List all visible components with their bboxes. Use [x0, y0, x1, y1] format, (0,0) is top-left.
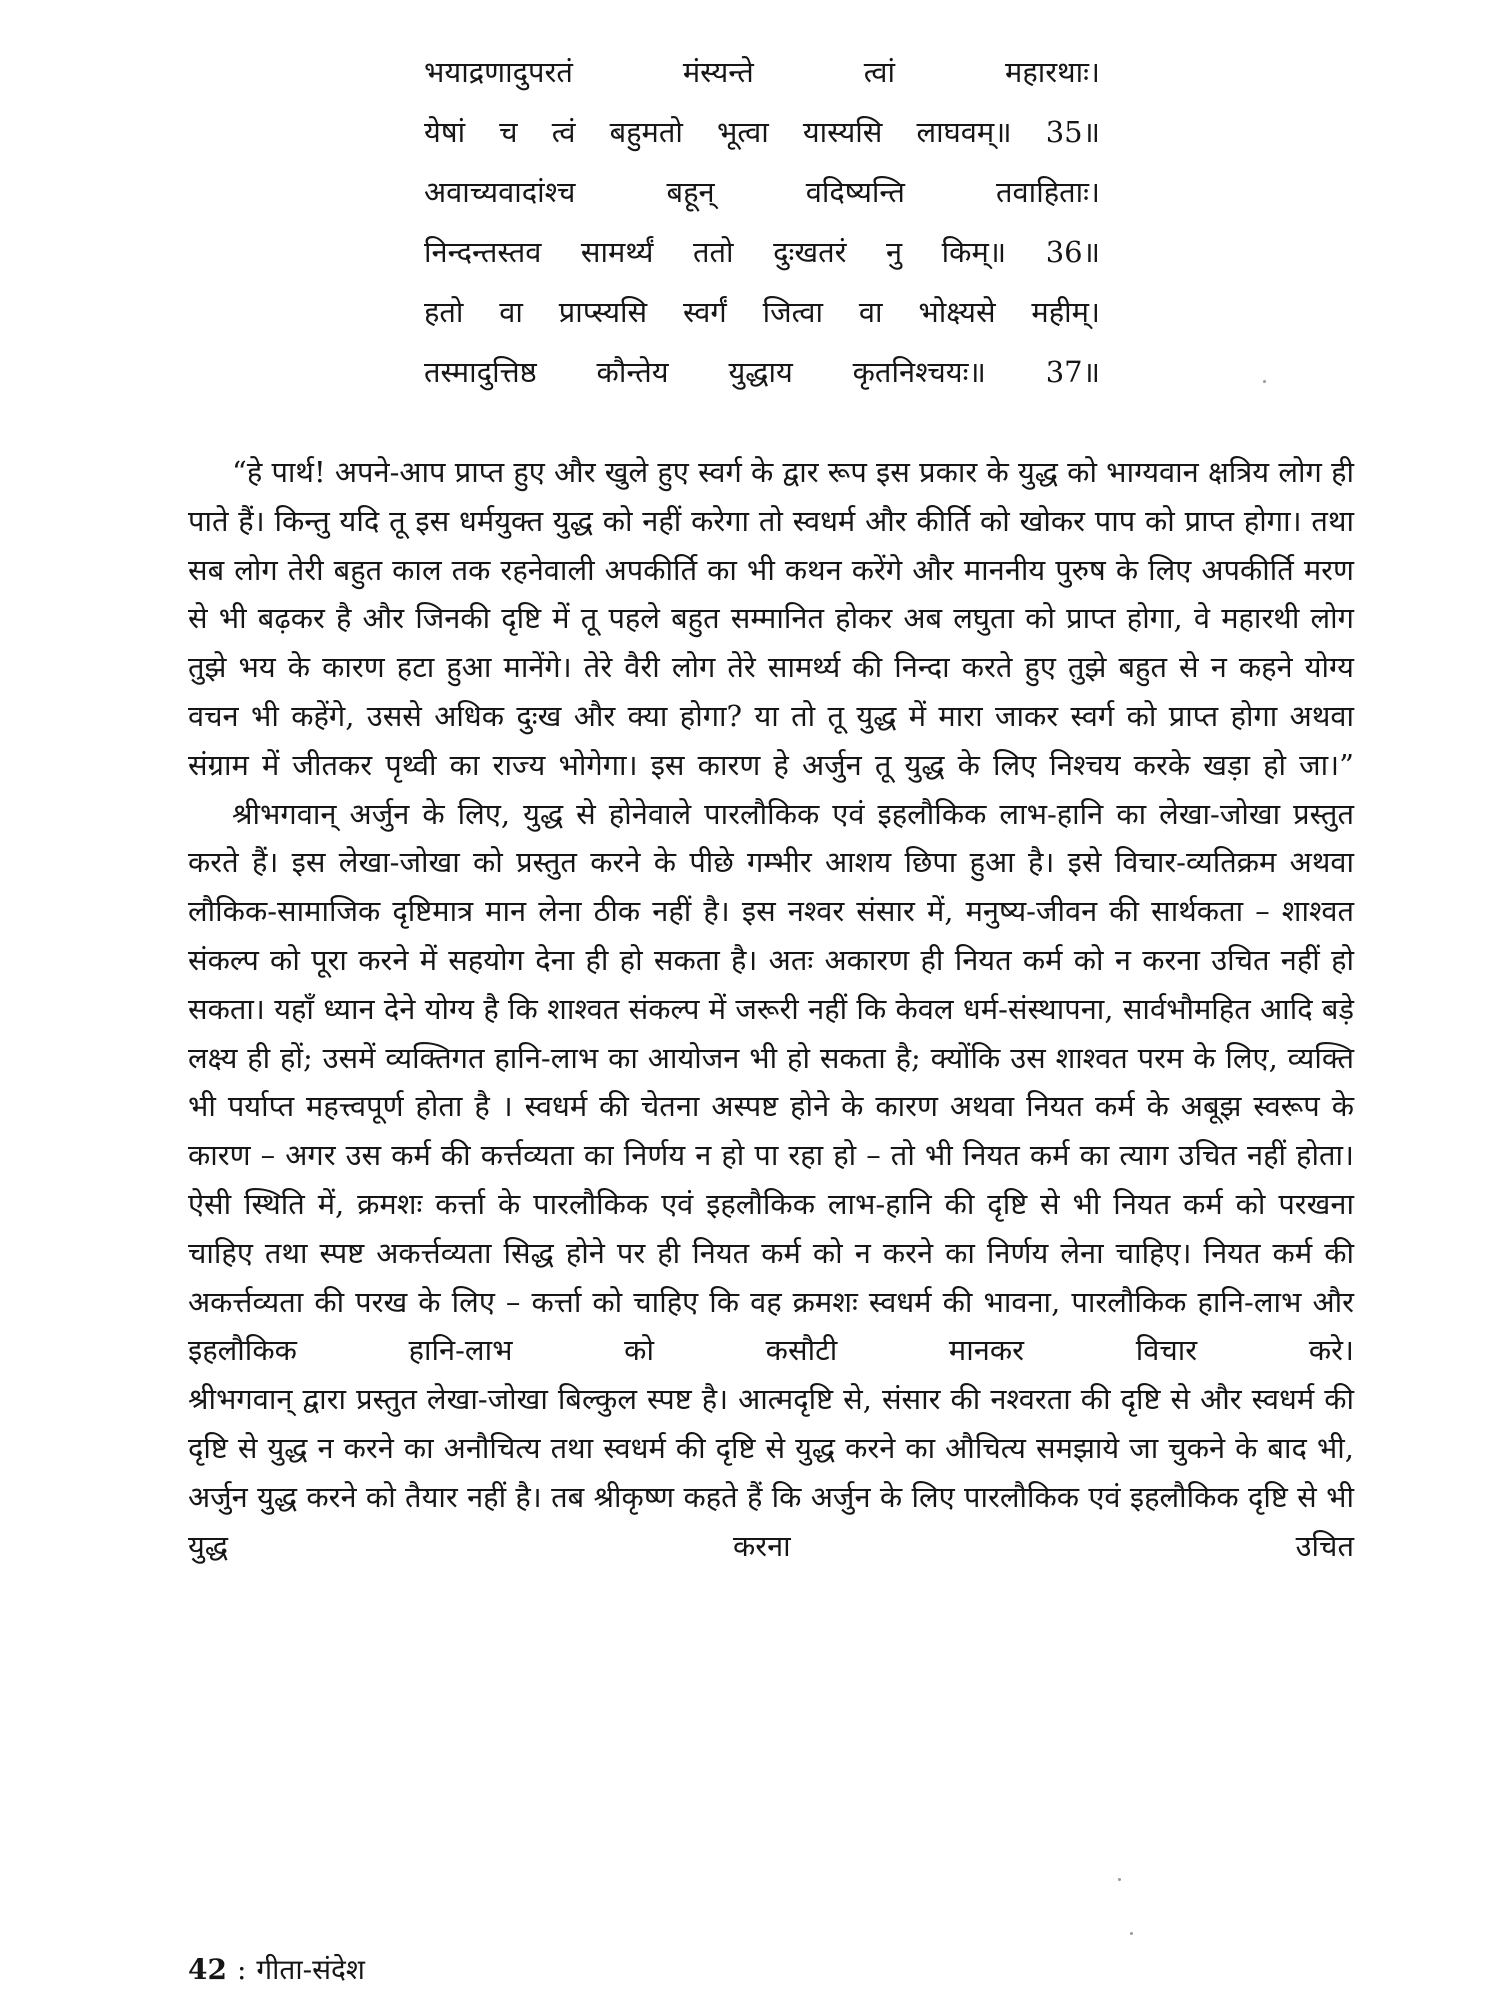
book-title: गीता-संदेश — [256, 1953, 365, 1986]
verse-line: निन्दन्तस्तव सामर्थ्यं ततो दुःखतरं नु किम्॥ 36॥ — [424, 235, 1100, 269]
paragraph-commentary: श्रीभगवान् अर्जुन के लिए, युद्ध से होनेवाले पारलौकिक एवं इहलौकिक लाभ-हानि का लेखा-जोखा प्रस्तुत करते हैं। इस लेखा-जोखा को प्रस्तुत करने के पीछे गम्भीर आशय छिपा हुआ है। इसे विचार-व्यतिक्रम अथवा लौकिक-सामाजिक दृष्टिमात्र मान लेना ठीक नहीं है। इस नश्वर संसार में, मनुष्य-जीवन की सार्थकता – शाश्वत संकल्प को पूरा करने में सहयोग देना ही हो सकता है। अतः अकारण ही नियत कर्म को न करना उचित नहीं हो सकता। यहाँ ध्यान देने योग्य है कि शाश्वत संकल्प में जरूरी नहीं कि केवल धर्म-संस्थापना, सार्वभौमहित आदि बड़े लक्ष्य ही हों; उसमें व्यक्तिगत हानि-लाभ का आयोजन भी हो सकता है; क्योंकि उस शाश्वत परम के लिए, व्यक्ति भी पर्याप्त महत्त्वपूर्ण होता है । स्वधर्म की चेतना अस्पष्ट होने के कारण अथवा नियत कर्म के अबूझ स्वरूप के कारण – अगर उस कर्म की कर्त्तव्यता का निर्णय न हो पा रहा हो – तो भी नियत कर्म का त्याग उचित नहीं होता। ऐसी स्थिति में, क्रमशः कर्त्ता के पारलौकिक एवं इहलौकिक लाभ-हानि की दृष्टि से भी नियत कर्म को परखना चाहिए तथा स्पष्ट अकर्त्तव्यता सिद्ध होने पर ही नियत कर्म को न करने का निर्णय लेना चाहिए। नियत कर्म की अकर्त्तव्यता की परख के लिए – कर्त्ता को चाहिए कि वह क्रमशः स्वधर्म की भावना, पारलौकिक हानि-लाभ और इहलौकिक हानि-लाभ को कसौटी मानकर विचार करे। — [188, 796, 1354, 1368]
verse-line: अवाच्यवादांश्च बहून् वदिष्यन्ति तवाहिताः। — [424, 175, 1100, 209]
page-footer — [188, 1952, 365, 1988]
paragraph-continuation: श्रीभगवान् द्वारा प्रस्तुत लेखा-जोखा बिल्कुल स्पष्ट है। आत्मदृष्टि से, संसार की नश्वरता की दृष्टि से और स्वधर्म की दृष्टि से युद्ध न करने का अनौचित्य तथा स्वधर्म की दृष्टि से युद्ध करने का औचित्य समझाये जा चुकने के बाद भी, अर्जुन युद्ध करने को तैयार नहीं है। तब श्रीकृष्ण कहते हैं कि अर्जुन के लिए पारलौकिक एवं इहलौकिक दृष्टि से भी युद्ध करना उचित — [188, 1382, 1354, 1563]
paragraph-translation: “हे पार्थ! अपने-आप प्राप्त हुए और खुले हुए स्वर्ग के द्वार रूप इस प्रकार के युद्ध को भाग्यवान क्षत्रिय लोग ही पाते हैं। किन्तु यदि तू इस धर्मयुक्त युद्ध को नहीं करेगा तो स्वधर्म और कीर्ति को खोकर पाप को प्राप्त होगा। तथा सब लोग तेरी बहुत काल तक रहनेवाली अपकीर्ति का भी कथन करेंगे और माननीय पुरुष के लिए अपकीर्ति मरण से भी बढ़कर है और जिनकी दृष्टि में तू पहले बहुत सम्मानित होकर अब लघुता को प्राप्त होगा, वे महारथी लोग तुझे भय के कारण हटा हुआ मानेंगे। तेरे वैरी लोग तेरे सामर्थ्य की निन्दा करते हुए तुझे बहुत से न कहने योग्य वचन भी कहेंगे, उससे अधिक दुःख और क्या होगा? या तो तू युद्ध में मारा जाकर स्वर्ग को प्राप्त होगा अथवा संग्राम में जीतकर पृथ्वी का राज्य भोगेगा। इस कारण हे अर्जुन तू युद्ध के लिए निश्चय करके खड़ा हो जा।” — [188, 455, 1354, 782]
commentary-body — [188, 448, 1354, 1570]
verse-line: येषां च त्वं बहुमतो भूत्वा यास्यसि लाघवम्॥ 35॥ — [424, 115, 1100, 149]
sanskrit-verses — [424, 42, 1100, 402]
verse-line: तस्मादुत्तिष्ठ कौन्तेय युद्धाय कृतनिश्चयः॥ 37॥ — [424, 355, 1100, 389]
scan-speck — [1118, 1878, 1121, 1881]
footer-separator: : — [236, 1953, 247, 1986]
scan-speck — [1263, 380, 1266, 383]
scan-speck — [1130, 1932, 1133, 1935]
verse-line: हतो वा प्राप्स्यसि स्वर्गं जित्वा वा भोक्ष्यसे महीम्। — [424, 295, 1100, 329]
page-number: 42 — [188, 1953, 227, 1986]
verse-line: भयाद्रणादुपरतं मंस्यन्ते त्वां महारथाः। — [424, 55, 1100, 89]
